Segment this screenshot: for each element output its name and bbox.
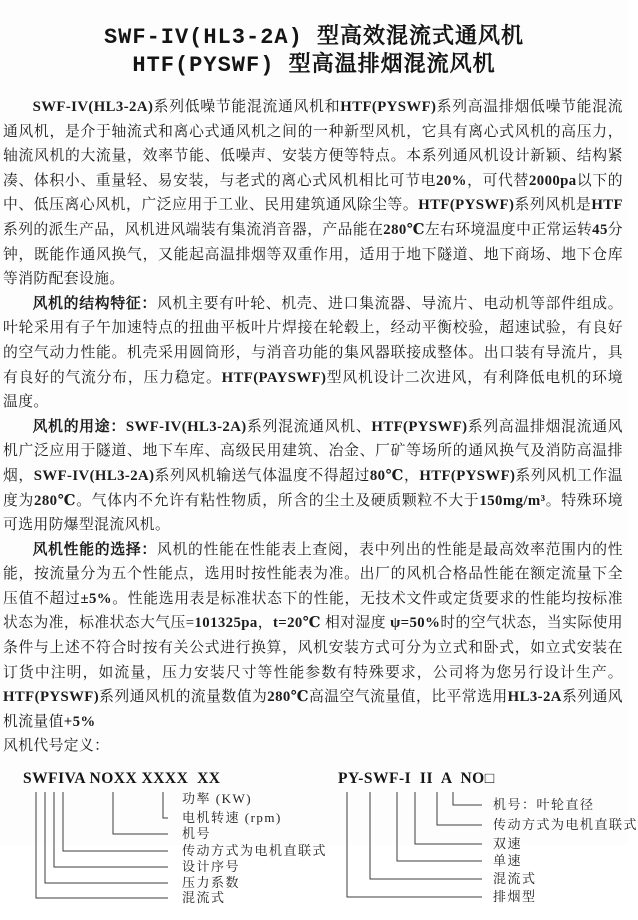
text-segment: ψ=50% xyxy=(390,615,441,632)
code-label-drive-type-right: 传动方式为电机直联式 xyxy=(493,817,638,833)
text-segment: 20% xyxy=(436,172,467,189)
text-segment: 280℃ xyxy=(267,689,309,706)
document-body xyxy=(3,95,623,759)
code-label-drive-type: 传动方式为电机直联式 xyxy=(182,843,328,859)
text-segment: 150mg/m³ xyxy=(479,492,546,509)
text-segment: 系列通风机的流量数值为 xyxy=(99,689,268,706)
code-label-machine-number: 机号 xyxy=(182,826,212,842)
text-segment: 风机的结构特征： xyxy=(32,295,157,312)
code-label-dual-speed: 双速 xyxy=(493,836,523,852)
text-segment: 相对湿度 xyxy=(320,615,391,632)
swf-model-code: SWFIVA NOXX XXXX XX xyxy=(23,770,221,788)
text-segment: 风机性能的选择： xyxy=(32,541,157,558)
text-segment: HTF(PYSWF) xyxy=(418,197,515,214)
text-segment: 系列低噪节能混流通风机和 xyxy=(153,99,341,115)
text-segment: t=20℃ xyxy=(272,615,321,632)
text-segment: 系列风机输送气体温度不得超过 xyxy=(154,467,370,484)
text-segment: 时的空气状态，当实际使用条件与上述不符合时按有关公式进行换算，风机安装方式可分为立式和卧式，如立式安装在订货中注明，如流量，压力安装尺寸等性能参数有特殊要求，公司将为您另行设计生产。 xyxy=(3,615,624,681)
text-segment: HTF(PYSWF) xyxy=(371,418,468,435)
model-code-diagrams xyxy=(0,768,638,920)
title-line-1: SWF-IV(HL3-2A) 型高效混流式通风机 xyxy=(103,25,525,50)
code-label-power: 功率 (KW) xyxy=(182,791,253,807)
code-label-mixed-flow-right: 混流式 xyxy=(493,871,537,887)
text-segment: 系列混流通风机、 xyxy=(246,418,372,435)
text-segment: ，可代替 xyxy=(466,172,529,189)
code-label-impeller-diameter: 机号：叶轮直径 xyxy=(493,797,595,813)
code-label-single-speed: 单速 xyxy=(493,853,523,869)
text-segment: 风机主要有叶轮、机壳、进口集流器、导流片、电动机等部件组成。叶轮采用有子午加速特点的扭曲平板叶片焊接在轮毂上，经动平衡校验，超速试验，有良好的空气动力性能。机壳采用圆筒形，与消音功能的集风器联接成整体。出口装有导流片，具有良好的气流分布，压力稳定。 xyxy=(3,295,623,386)
text-segment: SWF-IV(HL3-2A) xyxy=(33,467,155,484)
text-segment: 系列的派生产品，风机进风端装有集流消音器，产品能在 xyxy=(3,221,384,238)
text-segment: 系列高温排烟低噪节能混流通风机，是介于轴流式和离心式通风机之间的一种新型风机，它具有离心式风机的高压力，轴流风机的大流量，效率节能、低噪声、安装方便等特点。本系列通风机设计新颖、结构紧凑、体积小、重量轻、易安装，与老式的离心式风机相比可节电 xyxy=(3,99,623,189)
text-segment: HTF xyxy=(591,197,623,214)
text-segment: 系列风机工作温度为 xyxy=(3,467,623,509)
text-segment: 型风机设计二次进风，有利降低电机的环境温度。 xyxy=(3,369,623,411)
text-segment: 系列高温排烟混流通风机广泛应用于隧道、地下车库、高级民用建筑、冶金、厂矿等场所的通风换气及消防高温排烟， xyxy=(3,418,624,484)
text-segment: 。性能选用表是标准状态下的性能，无技术文件或定货要求的性能均按标准状态为准，标准状态大气压= xyxy=(3,590,623,632)
code-definition-heading: 风机代号定义： xyxy=(3,738,110,755)
text-segment: ±5% xyxy=(80,590,112,607)
text-segment: 左右环境温度中正常运转 xyxy=(424,221,593,238)
text-segment: SWF-IV(HL3-2A) xyxy=(125,418,247,435)
text-segment: HTF(PAYSWF) xyxy=(221,369,327,386)
code-label-design-serial: 设计序号 xyxy=(182,859,241,875)
text-segment: 风机的用途： xyxy=(32,418,126,435)
document-title xyxy=(0,0,628,80)
code-label-pressure-coefficient: 压力系数 xyxy=(182,875,241,891)
text-segment: HTF(PYSWF) xyxy=(419,467,516,484)
text-segment: 风机的性能在性能表上查阅，表中列出的性能是最高效率范围内的性能，按流量分为五个性能点，选用时按性能表为准。出厂的风机合格品性能在额定流量下全压值不超过 xyxy=(3,541,623,607)
text-segment: 101325pa xyxy=(194,615,258,632)
text-segment: HTF(PYSWF) xyxy=(340,99,437,115)
text-segment: 280℃ xyxy=(383,221,425,238)
paragraph-applications xyxy=(3,415,623,538)
code-label-smoke-exhaust-type: 排烟型 xyxy=(493,889,537,905)
text-segment: 80℃ xyxy=(369,467,404,484)
text-segment: HTF(PYSWF) xyxy=(3,689,100,706)
text-segment: 系列风机是 xyxy=(514,197,592,214)
text-segment: 。气体内不允许有粘性物质，所含的尘土及硬质颗粒不大于 xyxy=(76,492,480,509)
text-segment: 系列通风机流量值 xyxy=(3,689,623,730)
paragraph-structure-features xyxy=(3,292,623,415)
title-line-2: HTF(PYSWF) 型高温排烟混流风机 xyxy=(132,53,496,78)
paragraph-performance-selection xyxy=(3,538,623,735)
code-label-motor-speed: 电机转速 (rpm) xyxy=(182,810,282,826)
text-segment: 。特殊环境可选用防爆型混流风机。 xyxy=(3,492,623,534)
text-segment: ， xyxy=(403,467,420,484)
pyswf-model-code: PY-SWF-I II A NO□ xyxy=(338,770,495,788)
text-segment: HL3-2A xyxy=(507,689,562,706)
text-segment: ， xyxy=(257,615,273,632)
text-segment: +5% xyxy=(63,713,96,730)
code-label-mixed-flow: 混流式 xyxy=(182,890,226,906)
paragraph-overview xyxy=(3,95,623,292)
text-segment: 45 xyxy=(592,221,608,238)
text-segment: 高温空气流量值，比平常选用 xyxy=(308,689,508,706)
text-segment: 分钟，既能作通风换气，又能起高温排烟等双重作用，适用于地下隧道、地下商场、地下仓库等消防配套设施。 xyxy=(3,221,623,288)
text-segment: 280℃ xyxy=(34,492,77,509)
text-segment: SWF-IV(HL3-2A) xyxy=(32,99,154,115)
text-segment: 2000pa xyxy=(528,172,577,189)
text-segment: 以下的中、低压离心风机，广泛应用于工业、民用建筑通风除尘等。 xyxy=(3,172,624,214)
